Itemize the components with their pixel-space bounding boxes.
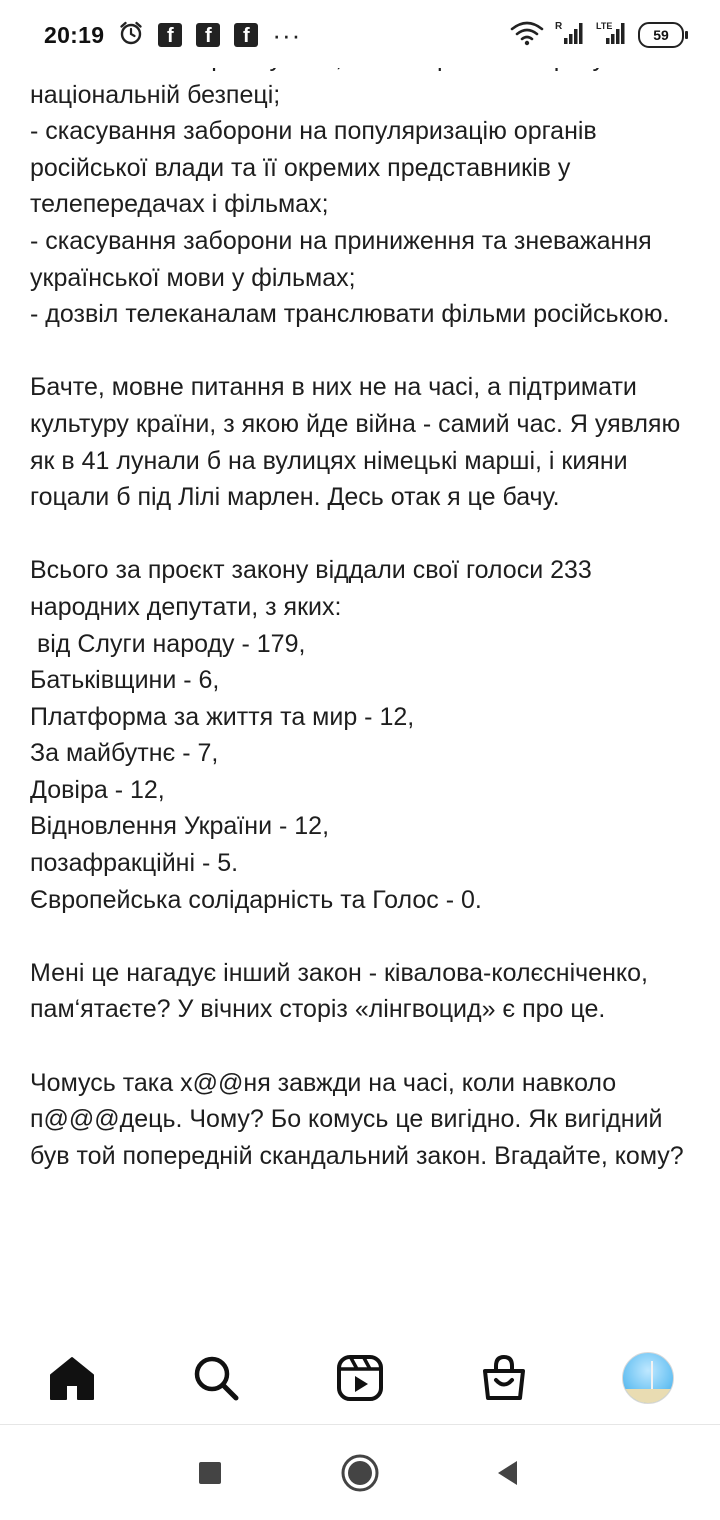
lte-label: LTE [596,20,613,31]
facebook-icon: f [234,23,258,47]
post-paragraph: національній безпеці; - скасування заборони на популяризацію органів російської влади та її окремих представників у телепередачах і фільмах; - скасування заборони на приниження та зневажання української мови у фільмах; - дозвіл телеканалам транслювати фільми російською. [30,80,670,329]
more-notifications-icon: ··· [272,20,302,50]
wifi-icon [510,20,544,51]
alarm-icon [118,20,144,51]
paragraph-gap [30,918,700,955]
home-icon [47,1353,97,1403]
nav-home-button[interactable] [42,1348,102,1408]
status-bar [0,0,720,68]
shop-icon [479,1353,529,1403]
nav-search-button[interactable] [186,1348,246,1408]
profile-avatar [622,1352,674,1404]
signal-lte-icon [594,20,628,51]
post-paragraph: Всього за проєкт закону віддали свої голоси 233 народних депутати, з яких: від Слуги народу - 179, Батьківщини - 6, Платформа за життя та мир - 12, За майбутнє - 7, Довіра - 12, Відновлення України - 12, позафракційні - 5. Європейська солідарність та Голос - 0. [30,556,592,914]
paragraph-gap [30,333,700,370]
paragraph-gap [30,516,700,553]
reels-icon [335,1353,385,1403]
home-button[interactable] [336,1449,384,1497]
nav-reels-button[interactable] [330,1348,390,1408]
facebook-icon: f [196,23,220,47]
circle-icon [340,1453,380,1493]
back-button[interactable] [484,1449,532,1497]
post-text [30,40,700,1330]
post-paragraph: Чомусь така х@@ня завжди на часі, коли навколо п@@@дець. Чому? Бо комусь це вигідно. Як вигідний був той попередній скандальний закон. Вгадайте, кому? [30,1068,684,1170]
status-left [44,18,301,52]
battery-indicator: 59 [638,22,684,48]
system-nav-bar [0,1425,720,1520]
bottom-nav [0,1330,720,1426]
square-icon [197,1460,223,1486]
facebook-icon: f [158,23,182,47]
nav-shop-button[interactable] [474,1348,534,1408]
signal-roaming-icon [554,20,584,51]
paragraph-gap [30,1028,700,1065]
recents-button[interactable] [186,1449,234,1497]
roaming-label: R [555,20,563,32]
avatar-ground [623,1389,673,1403]
post-paragraph: Бачте, мовне питання в них не на часі, а підтримати культуру країни, з якою йде війна - самий час. Я уявляю як в 41 лунали б на вулицях німецькі марші, і кияни гоцали б під Лілі марлен. Десь отак я це бачу. [30,373,688,512]
avatar-mast [651,1361,653,1391]
back-triangle-icon [495,1459,521,1487]
status-right [500,20,684,50]
search-icon [191,1353,241,1403]
post-paragraph: Мені це нагадує інший закон - ківалова-колєсніченко, пам‘ятаєте? У вічних сторіз «лінгвоцид» є про це. [30,958,655,1024]
status-time: 20:19 [44,21,105,48]
nav-profile-button[interactable] [618,1348,678,1408]
